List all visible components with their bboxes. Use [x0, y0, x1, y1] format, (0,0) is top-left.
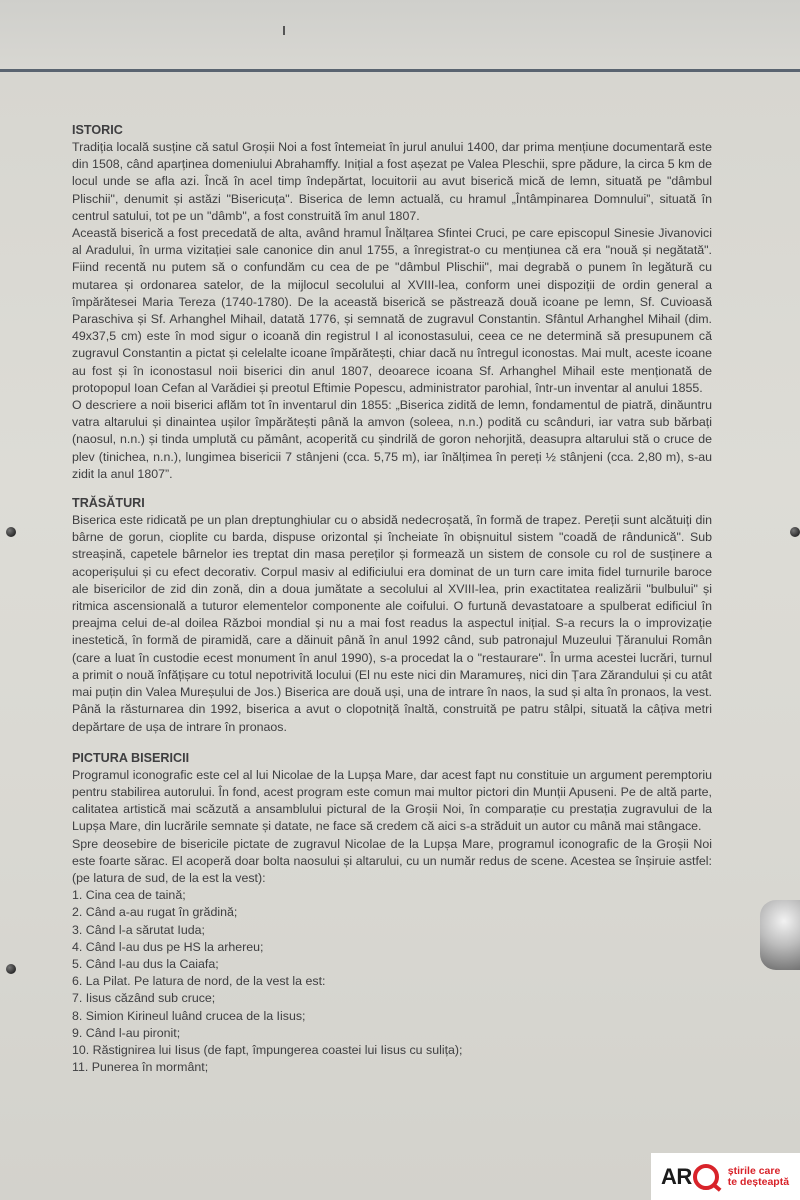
- section-title-pictura: PICTURA BISERICII: [72, 750, 190, 765]
- trasaturi-paragraph-1: Biserica este ridicată pe un plan dreptunghiular cu o absidă nedecroșată, în formă de trapez. Pereții sunt alcătuiți din bârne de gorun, cioplite cu barda, dispuse orizontal și încheiate în obișnuitul sistem "coadă de rândunică". Sub streașină, capetele bârnelor ies treptat din masa pereților și formează un sistem de console cu rol de susținere a acoperișului și cu efect decorativ. Corpul masiv al edificiului era dominat de un turn care imita fidel turnurile baroce ale bisericilor de zid din zonă, din a doua jumătate a secolului al XVIII-lea, prin exactitatea realizării "bulbului" și ritmica ascensională a tuturor elementelor componente ale coifului. O furtună devastatoare a spulberat edificiul în preajma celui de-al doilea Război mondial și nu a mai fost readus la aspectul inițial. S-a recurs la o improvizație inestetică, în formă de piramidă, care a dăinuit până în anul 1992 când, sub patronajul Muzeului Țăranului Român (care a luat în custodie ecest monument în anul 1990), s-a procedat la o "restaurare". În urma acestei lucrări, turnul a primit o nouă înfățișare cu totul nepotrivită locului (El nu este nici din Maramureș, nici din Țara Zărandului și cu atât mai puțin din Valea Mureșului de Jos.) Biserica are două uși, una de intrare în naos, la sud și alta în pronaos, la vest. Până la răsturnarea din 1992, biserica a avut o clopotniță înaltă, construită pe patru stâlpi, situată la câțiva metri depărtare de ușa de intrare în pronaos.: [72, 513, 712, 734]
- list-item: 3. Când l-a sărutat Iuda;: [72, 922, 205, 937]
- logo-tagline-line2: te deșteaptă: [727, 1175, 790, 1188]
- board-frame-line: [0, 69, 800, 72]
- list-item: 8. Simion Kirineul luând crucea de la Iisus;: [72, 1008, 306, 1023]
- logo-q-icon: [693, 1164, 719, 1190]
- list-item: 5. Când l-au dus la Caiafa;: [72, 956, 219, 971]
- istoric-paragraph-2: Această biserică a fost precedată de alta, având hramul Înălțarea Sfintei Cruci, pe care episcopul Sinesie Jivanovici al Aradului, în urma vizitației sale canonice din anul 1755, a înregistrat-o cu mențiunea că era "nouă și negătată". Fiind recentă nu putem să o confundăm cu cea de pe "dâmbul Plischii", mai degrabă o punem în legătură cu mutarea și ordonarea satelor, de la mijlocul secolului al XVIII-lea, conform unei dispoziții de ordin general a împărătesei Maria Tereza (1740-1780). De la această biserică se păstrează două icoane pe lemn, Sf. Cuvioasă Paraschiva și Sf. Arhanghel Mihail, datată 1776, și semnată de zugravul Constantin. Sfântul Arhanghel Mihail (dim. 49x37,5 cm) este în mod sigur o icoană din registrul I al iconostasului, ceea ce ne determină să presupunem că zugravul Constantin a pictat și celelalte icoane împărătești, chiar dacă nu întregul iconostas. Mai mult, aceste icoane au fost și în iconostasul noii biserici din anul 1807, deoarece icoana Sf. Arhanghel Mihail este menționată de protopopul Ioan Cefan al Varădiei și preotul Eftimie Popescu, administrator parohial, într-un inventar al anului 1855.: [72, 226, 712, 395]
- logo-tagline: [728, 1166, 789, 1188]
- istoric-paragraph-1: Tradiția locală susține că satul Groșii Noi a fost întemeiat în jurul anului 1400, dar prima mențiune documentară este din 1508, când aparținea domeniului Abrahamffy. Inițial a fost așezat pe Valea Pleschii, spre pădure, la circa 5 km de locul unde se afla azi. Încă în acel timp îndepărtat, locuitorii au avut biserică mică de lemn, situată pe "dâmbul Plischii", denumit și astăzi "Bisericuța". Biserica de lemn actuală, cu hramul „Întâmpinarea Domnului”, situată în centrul satului, tot pe un "dâmb", a fost construită îm anul 1807.: [72, 140, 712, 223]
- board-text: [72, 122, 712, 1076]
- section-title-istoric: ISTORIC: [72, 123, 123, 137]
- pictura-paragraph-2: Spre deosebire de bisericile pictate de zugravul Nicolae de la Lupșa Mare, programul iconografic de la Groșii Noi este foarte sărac. El acoperă doar bolta naosului și altarului, cu un număr redus de scene. Acestea se înșiruie astfel: (pe latura de sud, de la est la vest):: [72, 836, 712, 885]
- list-item: 6. La Pilat. Pe latura de nord, de la vest la est:: [72, 974, 326, 989]
- board-top-band: [0, 0, 800, 70]
- screw-right-1: [790, 527, 800, 537]
- list-item: 10. Răstignirea lui Iisus (de fapt, împungerea coastei lui Iisus cu sulița);: [72, 1042, 463, 1057]
- pictura-paragraph-1: Programul iconografic este cel al lui Nicolae de la Lupșa Mare, dar acest fapt nu constituie un argument peremptoriu pentru stabilirea autorului. În fond, acest program este comun mai multor pictori din Munții Apuseni. Pe de altă parte, calitatea artistică mai scăzută a ansamblului pictural de la Groșii Noi, în comparație cu prestația zugravului de la Lupșa Mare, din lucrările semnate și datate, ne face să credem că aici s-a străduit un autor cu mână mai stângace.: [72, 767, 712, 834]
- board-mark: [283, 26, 285, 35]
- list-item: 9. Când l-au pironit;: [72, 1025, 181, 1040]
- screw-left-2: [6, 964, 16, 974]
- brand-logo[interactable]: [651, 1153, 800, 1200]
- section-title-trasaturi: TRĂSĂTURI: [72, 496, 145, 511]
- logo-wordmark: AR: [661, 1163, 692, 1189]
- list-item: 7. Iisus căzând sub cruce;: [72, 991, 216, 1006]
- list-item: 4. Când l-au dus pe HS la arhereu;: [72, 939, 264, 954]
- scene-list: [72, 887, 712, 1076]
- istoric-paragraph-3: O descriere a noii biserici aflăm tot în inventarul din 1855: „Biserica zidită de lemn, fondamentul de piatră, dinăuntru vatra altarului și dinaintea ușilor împărătești până la amvon (soleea, n.n.) podită cu scânduri, iar vatra sub bărbați (naosul, n.n.) și tinda umplută cu pământ, acoperită cu șindrilă de goron nehorjită, deasupra altarului stă o cruce de plev (tinichea, n.n.), lungimea bisericii 7 stânjeni (cca. 5,75 m), iar înălțimea în pereți ½ stânjeni (cca. 2,80 m), s-au zidit la anul 1807”.: [72, 398, 712, 481]
- list-item: 2. Când a-au rugat în grădină;: [72, 905, 238, 920]
- screw-left-1: [6, 527, 16, 537]
- logo-tagline-line1: știrile care: [727, 1164, 781, 1177]
- list-item: 11. Punerea în mormânt;: [72, 1060, 209, 1075]
- list-item: 1. Cina cea de taină;: [72, 888, 186, 903]
- metal-clip: [760, 900, 800, 970]
